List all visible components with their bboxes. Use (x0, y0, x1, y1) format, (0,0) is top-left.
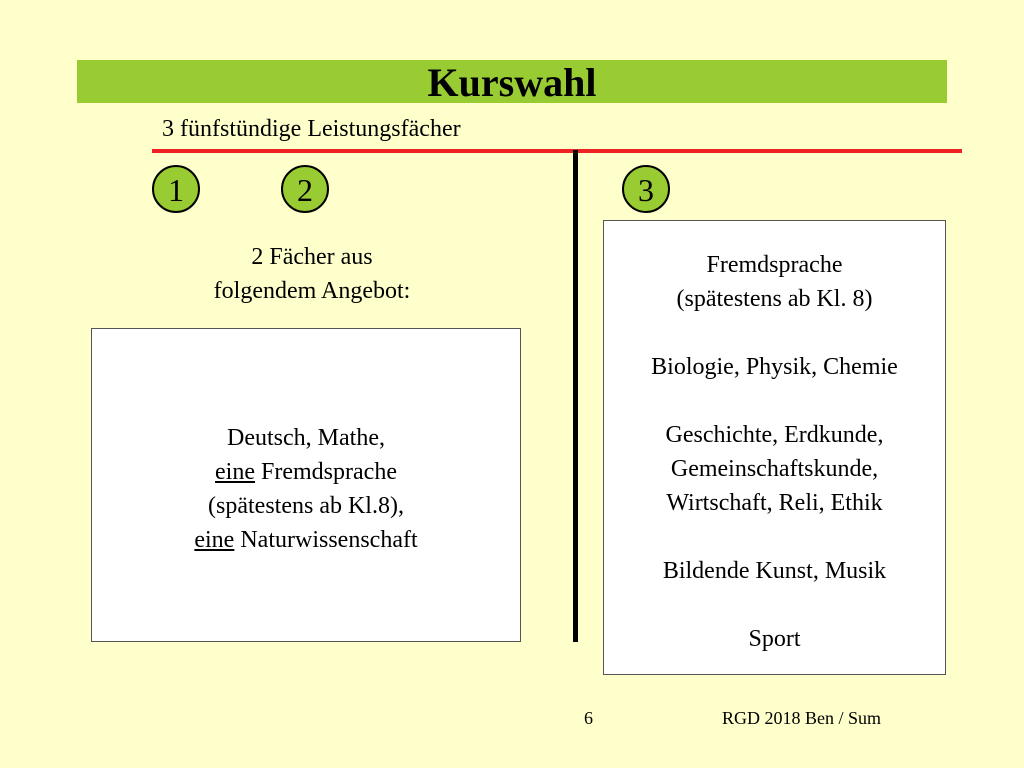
core-subjects-line-3: (spätestens ab Kl.8), (208, 493, 404, 519)
elective-arts: Bildende Kunst, Musik (662, 558, 887, 584)
core-subjects-line-2 (215, 455, 397, 489)
spacer (604, 384, 945, 418)
elective-social-line-3: Wirtschaft, Reli, Ethik (666, 490, 883, 516)
elective-social-line-2: Gemeinschaftskunde, (670, 456, 879, 482)
emphasis-eine-1: eine (215, 459, 256, 485)
elective-subjects-box (603, 220, 946, 675)
spacer (604, 588, 945, 622)
slide-title: Kurswahl (427, 60, 597, 105)
elective-language-line-2: (spätestens ab Kl. 8) (676, 286, 873, 312)
spacer (604, 520, 945, 554)
circle-badge-3: 3 (622, 165, 670, 213)
core-subjects-line-2-rest: Fremdsprache (255, 459, 397, 485)
offer-heading-line-2: folgendem Angebot: (213, 278, 411, 304)
horizontal-divider (152, 149, 962, 153)
core-subjects-line-4 (194, 523, 417, 557)
spacer (604, 316, 945, 350)
core-subjects-line-4-rest: Naturwissenschaft (234, 527, 418, 553)
page-number: 6 (584, 708, 593, 728)
slide-subtitle: 3 fünfstündige Leistungsfächer (162, 116, 461, 142)
circle-badge-1: 1 (152, 165, 200, 213)
elective-social-line-1: Geschichte, Erdkunde, (665, 422, 884, 448)
core-subjects-box (91, 328, 521, 642)
circle-badge-2: 2 (281, 165, 329, 213)
elective-sciences: Biologie, Physik, Chemie (651, 354, 898, 380)
elective-language-line-1: Fremdsprache (706, 252, 843, 278)
elective-sport: Sport (748, 626, 801, 652)
core-subjects-line-1: Deutsch, Mathe, (227, 425, 385, 451)
vertical-divider (573, 150, 578, 642)
emphasis-eine-2: eine (194, 527, 235, 553)
offer-heading-line-1: 2 Fächer aus (251, 244, 373, 270)
footer-credit: RGD 2018 Ben / Sum (722, 708, 882, 728)
offer-heading (182, 240, 442, 308)
